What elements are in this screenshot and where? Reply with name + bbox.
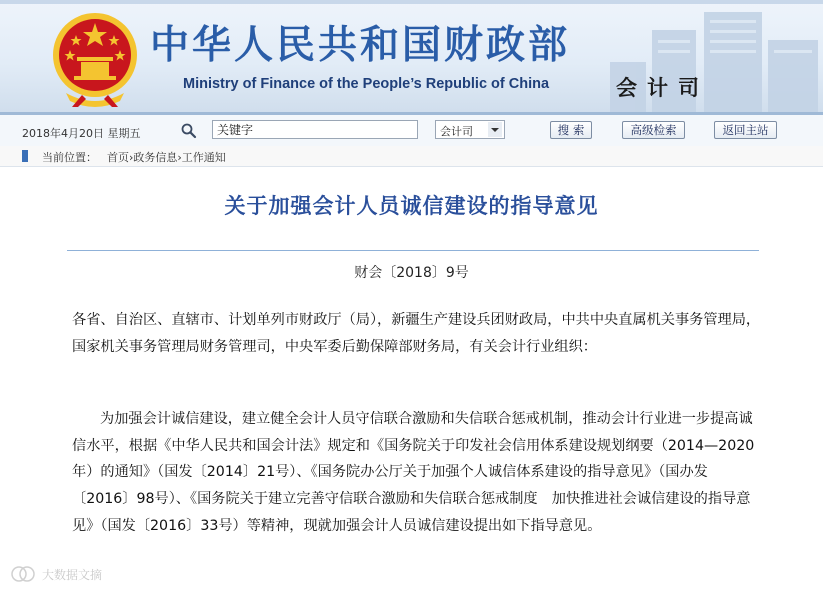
current-date: 2018年4月20日 星期五 bbox=[22, 127, 141, 140]
article-paragraph: 为加强会计诚信建设，建立健全会计人员守信联合激励和失信联合惩戒机制，推动会计行业进一步提高诚信水平，根据《中华人民共和国会计法》规定和《国务院关于印发社会信用体系建设规划纲要（2014—2020年）的通知》（国发〔2014〕21号）、《国务院办公厅关于加强个人诚信体系建设的指导意见》（国办发〔2016〕98号）、《国务院关于建立完善守信联合激励和失信联合惩戒制度 加快推进社会诚信建设的指导意见》（国发〔2016〕33号）等精神，现就加强会计人员诚信建设提出如下指导意见。 bbox=[72, 411, 755, 534]
national-emblem-icon bbox=[50, 5, 140, 109]
search-scope-select[interactable] bbox=[435, 120, 505, 139]
search-button[interactable]: 搜 索 bbox=[550, 121, 592, 139]
search-input[interactable] bbox=[212, 120, 418, 139]
search-scope-value: 会计司 bbox=[440, 125, 473, 138]
breadcrumb bbox=[0, 146, 823, 167]
article-title: 关于加强会计人员诚信建设的指导意见 bbox=[224, 193, 599, 218]
search-toolbar bbox=[0, 115, 823, 147]
breadcrumb-label: 当前位置： bbox=[42, 151, 97, 164]
site-header-banner bbox=[0, 0, 823, 115]
site-title-english: Ministry of Finance of the People’s Republic of China bbox=[183, 76, 550, 92]
site-title-chinese: 中华人民共和国财政部 bbox=[150, 22, 571, 68]
watermark-text: 大数据文摘 bbox=[42, 568, 103, 582]
title-divider bbox=[67, 250, 759, 251]
department-name: 会计司 bbox=[616, 76, 709, 100]
search-icon bbox=[180, 122, 198, 140]
breadcrumb-path[interactable]: 首页›政务信息›工作通知 bbox=[107, 151, 226, 164]
article-paragraph: 各省、自治区、直辖市、计划单列市财政厅（局），新疆生产建设兵团财政局，中共中央直属机关事务管理局，国家机关事务管理局财务管理司，中央军委后勤保障部财务局，有关会计行业组织： bbox=[72, 312, 761, 355]
document-number: 财会〔2018〕9号 bbox=[354, 265, 469, 281]
return-home-button[interactable]: 返回主站 bbox=[714, 121, 777, 139]
advanced-search-button[interactable]: 高级检索 bbox=[622, 121, 685, 139]
chevron-down-icon bbox=[488, 122, 502, 137]
watermark-logo-icon bbox=[10, 565, 36, 583]
breadcrumb-marker-icon bbox=[22, 150, 28, 162]
